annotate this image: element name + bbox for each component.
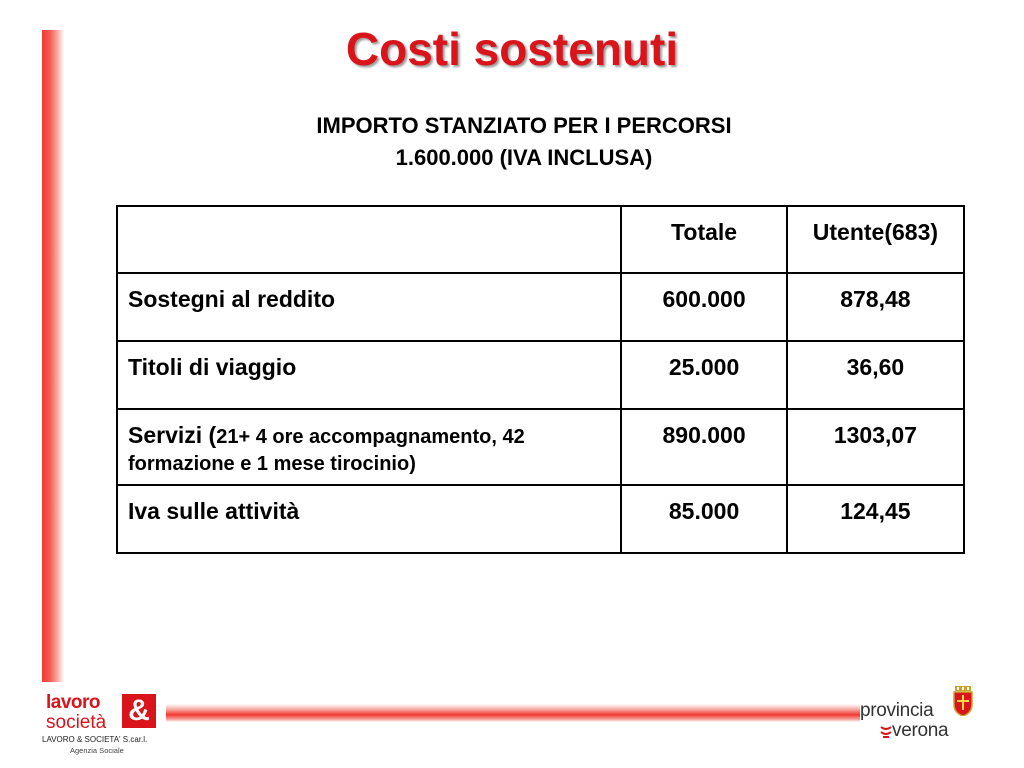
- table-row: [117, 485, 964, 553]
- slide-subtitle: [0, 110, 1024, 174]
- lavoro-societa-logo: [38, 688, 166, 766]
- row-label: Sostegni al reddito: [117, 273, 621, 341]
- row-utente: 124,45: [787, 485, 964, 553]
- provincia-verona-logo: [858, 684, 982, 744]
- row-totale: 600.000: [621, 273, 786, 341]
- logo-agency-label: Agenzia Sociale: [70, 746, 124, 755]
- row-label: Iva sulle attività: [117, 485, 621, 553]
- slide-title: Costi sostenuti: [345, 23, 679, 75]
- logo-word-societa: società: [46, 712, 107, 733]
- row-totale: 85.000: [621, 485, 786, 553]
- subtitle-line-1: IMPORTO STANZIATO PER I PERCORSI: [316, 113, 732, 138]
- logo-company-name: LAVORO & SOCIETA' S.car.l.: [42, 735, 148, 744]
- row-label-detail: 21+ 4 ore accompagnamento, 42 formazione e 1 mese tirocinio): [128, 426, 525, 475]
- row-label: Titoli di viaggio: [117, 341, 621, 409]
- row-totale: 25.000: [621, 341, 786, 409]
- row-utente: 36,60: [787, 341, 964, 409]
- row-totale: 890.000: [621, 409, 786, 485]
- row-label-main: Servizi (: [128, 422, 217, 448]
- row-utente: 1303,07: [787, 409, 964, 485]
- table-row: [117, 273, 964, 341]
- table-row: [117, 341, 964, 409]
- table-row: [117, 409, 964, 485]
- verona-mark-icon: [880, 725, 892, 739]
- header-empty-cell: [117, 206, 621, 273]
- logo-ampersand: &: [122, 694, 156, 728]
- crest-icon: [952, 686, 974, 716]
- costs-table: [116, 205, 965, 554]
- bottom-accent-bar: [166, 704, 860, 722]
- header-totale: Totale: [621, 206, 786, 273]
- row-label: [117, 409, 621, 485]
- logo-word-provincia: provincia: [860, 700, 934, 721]
- table-header-row: [117, 206, 964, 273]
- logo-word-verona: verona: [892, 720, 949, 741]
- header-utente: Utente(683): [787, 206, 964, 273]
- subtitle-line-2: 1.600.000 (IVA INCLUSA): [395, 145, 653, 170]
- row-utente: 878,48: [787, 273, 964, 341]
- logo-word-lavoro: lavoro: [46, 692, 101, 713]
